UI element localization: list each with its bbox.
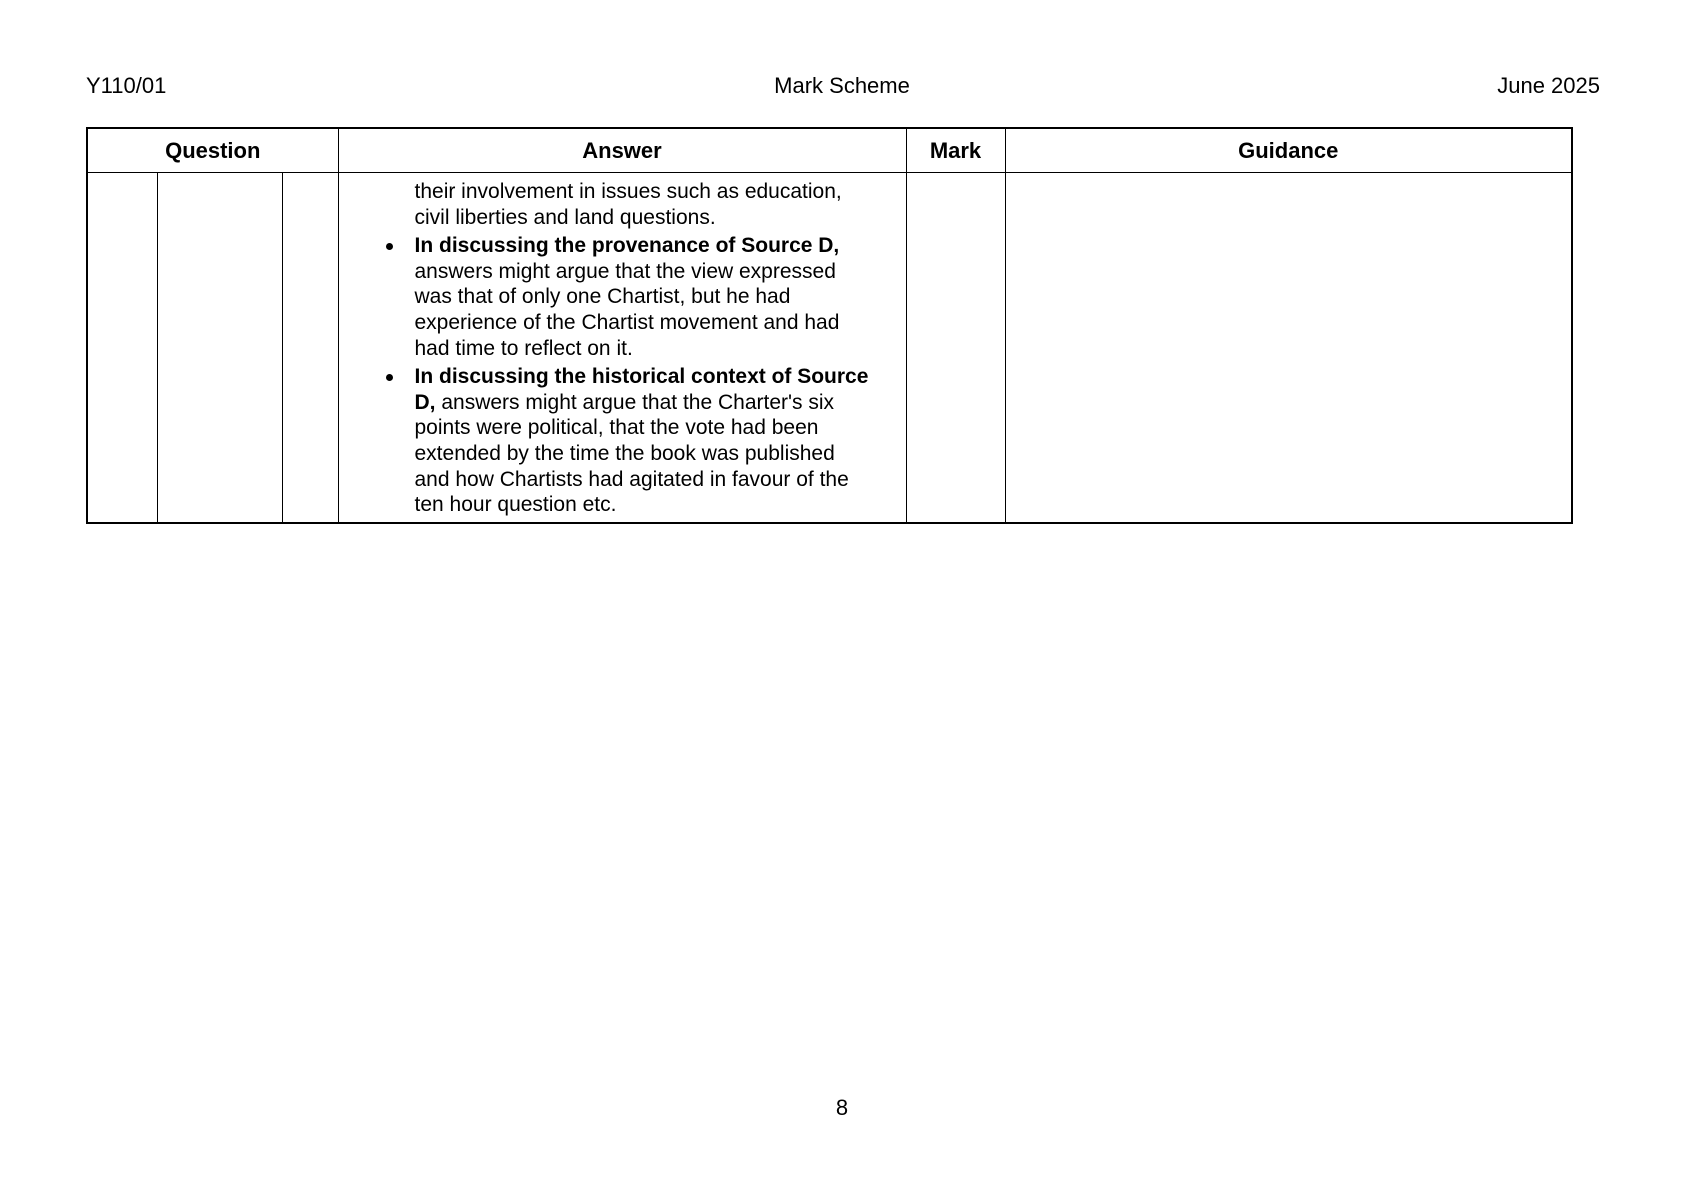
question-subpart-cell (282, 173, 338, 523)
table-header-row (87, 128, 1572, 173)
column-answer: Answer (338, 128, 906, 173)
column-mark: Mark (906, 128, 1005, 173)
guidance-cell (1005, 173, 1572, 523)
mark-cell (906, 173, 1005, 523)
question-part-cell (157, 173, 282, 523)
mark-scheme-table (86, 127, 1573, 524)
header-paper-code: Y110/01 (86, 73, 167, 98)
page-number: 8 (835, 1095, 849, 1120)
header-date: June 2025 (1497, 73, 1600, 98)
table-row (87, 173, 1572, 523)
header-title: Mark Scheme (774, 73, 910, 98)
column-question: Question (87, 128, 338, 173)
column-guidance: Guidance (1005, 128, 1572, 173)
question-number-cell (87, 173, 157, 523)
answer-bullet: In discussing the historical context of Source D, answers might argue that the Charter's six points were political, that the vote had been extended by the time the book was published and how Chartists had agitated in favour of the ten hour question etc. (415, 364, 876, 518)
answer-cell (338, 173, 906, 523)
answer-continuation: their involvement in issues such as education, civil liberties and land questions. (414, 180, 842, 229)
answer-bullet: In discussing the provenance of Source D, answers might argue that the view expressed was that of only one Chartist, but he had experience of the Chartist movement and had had time to reflect on it. (415, 233, 876, 361)
